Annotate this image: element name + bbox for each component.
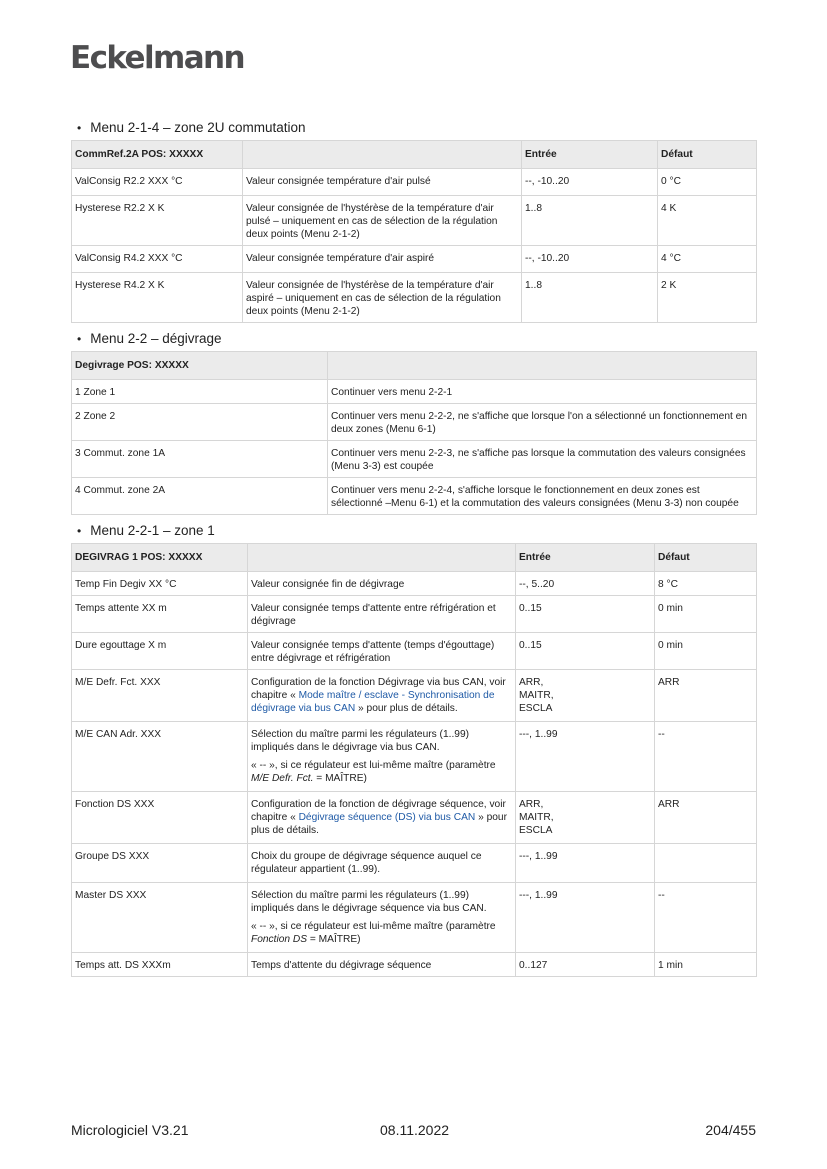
footer-firmware-version: Micrologiciel V3.21 — [71, 1122, 189, 1138]
table-cell: 0 °C — [658, 169, 757, 196]
table-cell: Temps attente XX m — [72, 596, 248, 633]
entry-option: ESCLA — [519, 703, 553, 714]
table-cell: Valeur consignée de l'hystérèse de la température d'air pulsé – uniquement en cas de sélection de la régulation deux points (Menu 2-1-2) — [243, 196, 522, 246]
table-cell: Temps d'attente du dégivrage séquence — [248, 953, 516, 977]
table-cell: Master DS XXX — [72, 883, 248, 953]
table-cell: Valeur consignée fin de dégivrage — [248, 572, 516, 596]
table-cell: 4 °C — [658, 246, 757, 273]
desc-paragraph: Sélection du maître parmi les régulateurs (1..99) impliqués dans le dégivrage séquence via bus CAN. — [251, 890, 487, 914]
desc-text: Configuration de la fonction de dégivrage séquence, voir chapitre « — [251, 799, 506, 823]
table-cell: Continuer vers menu 2-2-3, ne s'affiche pas lorsque la commutation des valeurs consignées (Menu 3-3) est coupée — [328, 441, 757, 478]
table-cell: Fonction DS XXX — [72, 792, 248, 844]
table-cell — [516, 670, 655, 722]
table-cell: ---, 1..99 — [516, 883, 655, 953]
table-cell — [248, 670, 516, 722]
table-row — [72, 380, 757, 404]
page-content — [71, 119, 756, 984]
table-cell: M/E Defr. Fct. XXX — [72, 670, 248, 722]
table-row — [72, 246, 757, 273]
desc-text: = MAÎTRE) — [313, 773, 367, 784]
table-cell — [248, 722, 516, 792]
bullet-icon: • — [77, 120, 82, 135]
table-cell: 1..8 — [522, 273, 658, 323]
table-row — [72, 722, 757, 792]
heading-text: Menu 2-2 – dégivrage — [90, 331, 222, 346]
table-row — [72, 633, 757, 670]
table-header-row — [72, 544, 757, 572]
table-row — [72, 572, 757, 596]
table-cell: 3 Commut. zone 1A — [72, 441, 328, 478]
eckelmann-logo: Eckelmann — [70, 40, 244, 76]
entry-option: ESCLA — [519, 825, 553, 836]
header-cell: DEGIVRAG 1 POS: XXXXX — [72, 544, 248, 572]
header-cell — [243, 141, 522, 169]
footer-date: 08.11.2022 — [380, 1122, 450, 1138]
table-cell: 4 K — [658, 196, 757, 246]
table-cell: 0..15 — [516, 596, 655, 633]
entry-option: ARR, — [519, 677, 544, 688]
header-cell: Degivrage POS: XXXXX — [72, 352, 328, 380]
table-cell: 1..8 — [522, 196, 658, 246]
table-cell: 1 Zone 1 — [72, 380, 328, 404]
table-cell: Temp Fin Degiv XX °C — [72, 572, 248, 596]
page-footer — [71, 1122, 756, 1140]
table-menu-2-2 — [71, 351, 757, 515]
table-cell: Temps att. DS XXXm — [72, 953, 248, 977]
chapter-link-master-slave[interactable]: Mode maître / esclave - Synchronisation de dégivrage via bus CAN — [251, 690, 495, 714]
desc-paragraph — [251, 759, 512, 785]
table-cell — [248, 792, 516, 844]
table-row — [72, 478, 757, 515]
chapter-link-sequence-defrost[interactable]: Dégivrage séquence (DS) via bus CAN — [298, 812, 476, 823]
table-cell: Dure egouttage X m — [72, 633, 248, 670]
header-cell — [328, 352, 757, 380]
param-name: M/E Defr. Fct. — [251, 773, 314, 784]
header-cell: Entrée — [522, 141, 658, 169]
table-row — [72, 196, 757, 246]
table-cell: --, -10..20 — [522, 246, 658, 273]
table-row — [72, 953, 757, 977]
table-cell — [248, 883, 516, 953]
table-cell: M/E CAN Adr. XXX — [72, 722, 248, 792]
section-heading-menu-2-2-1 — [77, 522, 756, 539]
desc-paragraph — [251, 920, 512, 946]
table-cell: ValConsig R2.2 XXX °C — [72, 169, 243, 196]
table-cell — [516, 792, 655, 844]
table-cell: Continuer vers menu 2-2-4, s'affiche lorsque le fonctionnement en deux zones est sélectionné –Menu 6-1) et la commutation des valeurs consignées (Menu 3-3) non coupée — [328, 478, 757, 515]
table-cell: Groupe DS XXX — [72, 844, 248, 883]
table-header-row — [72, 141, 757, 169]
table-cell: 0..15 — [516, 633, 655, 670]
table-cell: -- — [655, 883, 757, 953]
table-cell: Valeur consignée température d'air pulsé — [243, 169, 522, 196]
table-row — [72, 596, 757, 633]
header-cell — [248, 544, 516, 572]
table-row — [72, 844, 757, 883]
table-cell: ---, 1..99 — [516, 722, 655, 792]
header-cell: CommRef.2A POS: XXXXX — [72, 141, 243, 169]
table-menu-2-1-4 — [71, 140, 757, 323]
section-heading-menu-2-2 — [77, 330, 756, 347]
table-cell: 2 K — [658, 273, 757, 323]
param-name: Fonction DS — [251, 934, 308, 945]
header-cell: Défaut — [658, 141, 757, 169]
table-cell: Hysterese R2.2 X K — [72, 196, 243, 246]
table-cell: Valeur consignée temps d'attente entre réfrigération et dégivrage — [248, 596, 516, 633]
table-cell — [655, 844, 757, 883]
table-cell: 0 min — [655, 596, 757, 633]
table-cell: Continuer vers menu 2-2-1 — [328, 380, 757, 404]
table-cell: 8 °C — [655, 572, 757, 596]
table-cell: 4 Commut. zone 2A — [72, 478, 328, 515]
table-cell: ARR — [655, 792, 757, 844]
bullet-icon: • — [77, 331, 82, 346]
table-cell: 2 Zone 2 — [72, 404, 328, 441]
table-row — [72, 404, 757, 441]
entry-option: ARR, — [519, 799, 544, 810]
desc-paragraph: Sélection du maître parmi les régulateurs (1..99) impliqués dans le dégivrage via bus CAN. — [251, 729, 470, 753]
table-cell: 0 min — [655, 633, 757, 670]
table-cell: Hysterese R4.2 X K — [72, 273, 243, 323]
entry-option: MAITR, — [519, 812, 554, 823]
table-row — [72, 441, 757, 478]
table-cell: 0..127 — [516, 953, 655, 977]
table-header-row — [72, 352, 757, 380]
table-menu-2-2-1 — [71, 543, 757, 977]
heading-text: Menu 2-1-4 – zone 2U commutation — [90, 120, 306, 135]
desc-text: » pour plus de détails. — [251, 812, 507, 836]
desc-text: » pour plus de détails. — [355, 703, 458, 714]
footer-page-number: 204/455 — [705, 1122, 756, 1138]
bullet-icon: • — [77, 523, 82, 538]
heading-text: Menu 2-2-1 – zone 1 — [90, 523, 215, 538]
desc-text: « -- », si ce régulateur est lui-même maître (paramètre — [251, 760, 496, 771]
table-row — [72, 169, 757, 196]
header-cell: Entrée — [516, 544, 655, 572]
table-cell: --, 5..20 — [516, 572, 655, 596]
section-heading-menu-2-1-4 — [77, 119, 756, 136]
table-cell: ValConsig R4.2 XXX °C — [72, 246, 243, 273]
table-row — [72, 792, 757, 844]
header-cell: Défaut — [655, 544, 757, 572]
table-cell: Continuer vers menu 2-2-2, ne s'affiche que lorsque l'on a sélectionné un fonctionnement en deux zones (Menu 6-1) — [328, 404, 757, 441]
table-cell: Valeur consignée de l'hystérèse de la température d'air aspiré – uniquement en cas de sélection de la régulation deux points (Menu 2-1-2) — [243, 273, 522, 323]
table-cell: Valeur consignée temps d'attente (temps d'égouttage) entre dégivrage et réfrigération — [248, 633, 516, 670]
table-row — [72, 670, 757, 722]
table-cell: --, -10..20 — [522, 169, 658, 196]
table-cell: -- — [655, 722, 757, 792]
table-cell: ---, 1..99 — [516, 844, 655, 883]
table-cell: 1 min — [655, 953, 757, 977]
table-cell: ARR — [655, 670, 757, 722]
table-cell: Choix du groupe de dégivrage séquence auquel ce régulateur appartient (1..99). — [248, 844, 516, 883]
table-row — [72, 883, 757, 953]
table-row — [72, 273, 757, 323]
desc-text: Configuration de la fonction Dégivrage via bus CAN, voir chapitre « — [251, 677, 506, 701]
entry-option: MAITR, — [519, 690, 554, 701]
table-cell: Valeur consignée température d'air aspiré — [243, 246, 522, 273]
desc-text: = MAÎTRE) — [307, 934, 361, 945]
desc-text: « -- », si ce régulateur est lui-même maître (paramètre — [251, 921, 496, 932]
